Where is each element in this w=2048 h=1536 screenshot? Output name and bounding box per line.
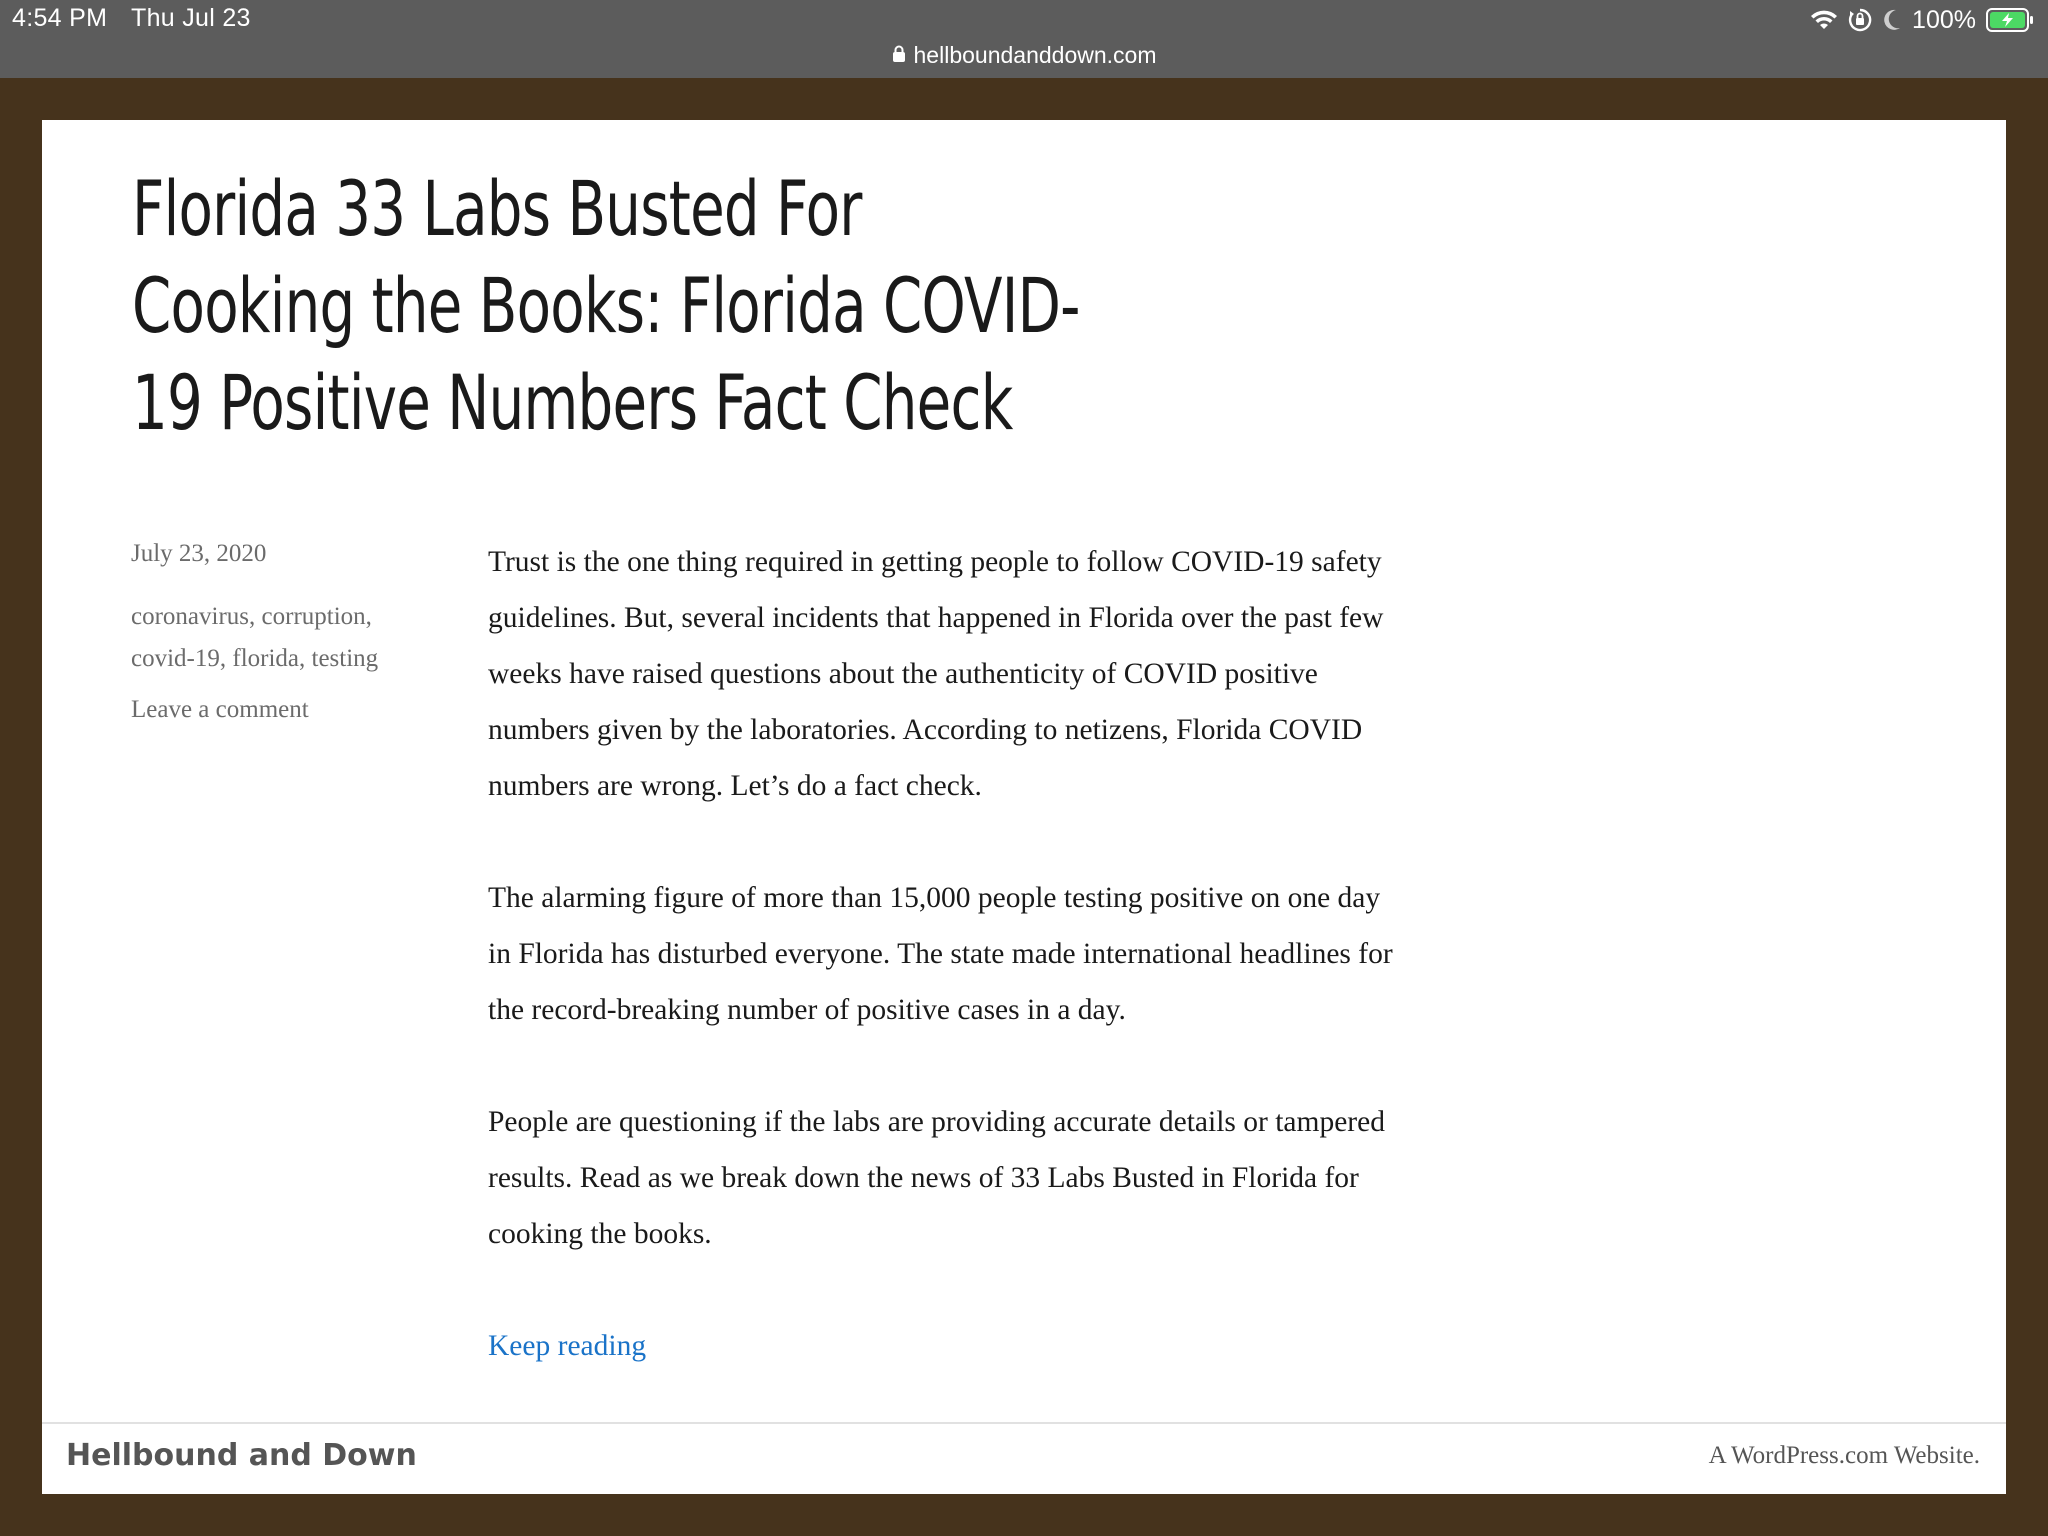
tag-link-corruption[interactable]: corruption: [261, 603, 366, 630]
page-content: [42, 120, 2006, 1494]
address-url[interactable]: hellboundanddown.com: [913, 41, 1157, 68]
tag-link-testing[interactable]: testing: [311, 645, 379, 672]
battery-percent: 100%: [1912, 5, 1976, 34]
tag-separator: ,: [365, 603, 372, 630]
tag-separator: ,: [249, 603, 262, 630]
battery-charging-icon: [1986, 8, 2034, 32]
tag-link-covid-19[interactable]: covid-19: [131, 645, 220, 672]
site-footer: [42, 1422, 2006, 1494]
address-bar[interactable]: [0, 38, 2048, 72]
status-indicators: [1810, 4, 2034, 36]
ios-status-bar: [0, 0, 2048, 78]
post-tags: [131, 596, 378, 680]
tag-separator: ,: [219, 645, 233, 672]
moon-icon: [1882, 8, 1902, 32]
post-title[interactable]: Florida 33 Labs Busted For Cooking the Books: Florida COVID-19 Positive Numbers Fact Check: [132, 164, 1080, 447]
tag-separator: ,: [299, 645, 312, 672]
orientation-lock-icon: [1848, 8, 1872, 32]
status-time: 4:54 PM: [12, 4, 108, 32]
tag-link-coronavirus[interactable]: coronavirus: [131, 603, 250, 630]
wifi-icon: [1810, 9, 1838, 31]
post-date[interactable]: July 23, 2020: [131, 540, 267, 567]
post-paragraph: Trust is the one thing required in getting people to follow COVID-19 safety guidelines. But, several incidents that happened in Florida over the past few weeks have raised questions about the authenticity of COVID positive numbers given by the laboratories. According to netizens, Florida COVID numbers are wrong. Let’s do a fact check.: [488, 546, 1384, 802]
post-paragraph: People are questioning if the labs are providing accurate details or tampered results. Read as we break down the news of 33 Labs Busted in Florida for cooking the books.: [488, 1106, 1385, 1250]
post-paragraph: The alarming figure of more than 15,000 people testing positive on one day in Florida has disturbed everyone. The state made international headlines for the record-breaking number of positive cases in a day.: [488, 882, 1393, 1026]
footer-site-name[interactable]: Hellbound and Down: [66, 1438, 417, 1473]
wordpress-credit-link[interactable]: A WordPress.com Website.: [1708, 1442, 1980, 1469]
post-body: [488, 534, 1398, 1374]
lock-icon: [892, 42, 906, 69]
status-date: Thu Jul 23: [131, 4, 251, 32]
keep-reading-link[interactable]: Keep reading: [488, 1330, 647, 1362]
leave-comment-link[interactable]: Leave a comment: [131, 696, 309, 723]
tag-link-florida[interactable]: florida: [232, 645, 300, 672]
